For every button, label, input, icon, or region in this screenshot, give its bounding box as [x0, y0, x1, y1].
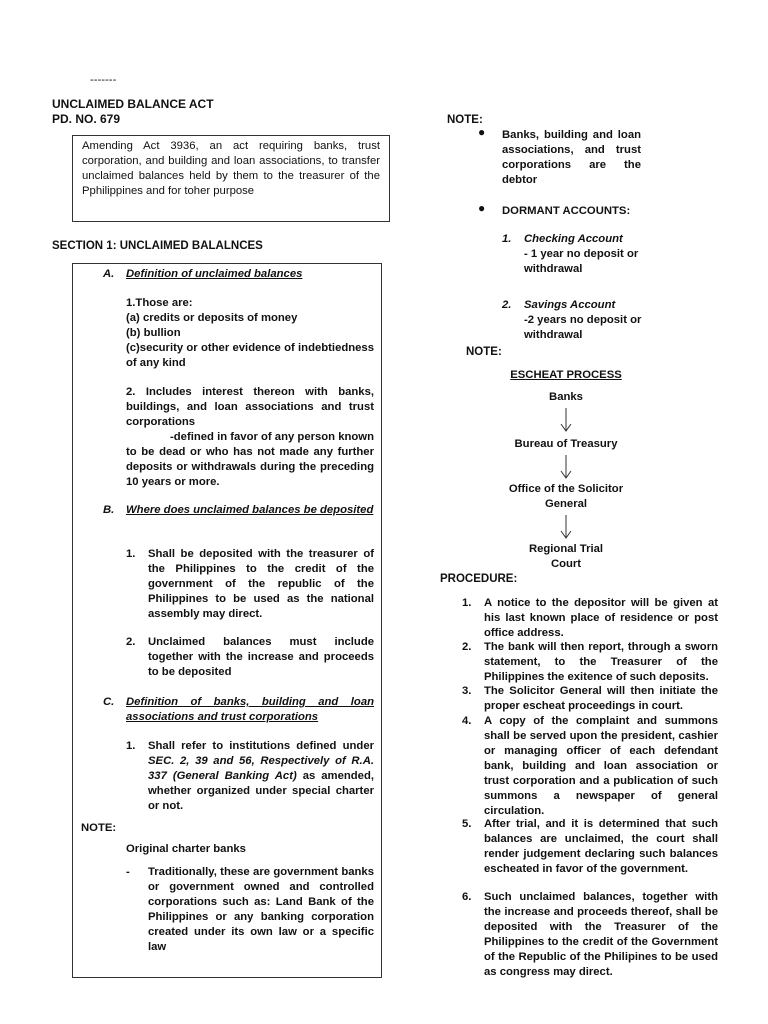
account1-detail: - 1 year no deposit or withdrawal	[524, 248, 639, 275]
section-a-heading: Definition of unclaimed balances	[126, 268, 303, 280]
right-note-label: NOTE:	[447, 114, 483, 126]
flow-regional-trial-court: Regional Trial Court	[528, 543, 604, 570]
section-a-letter: A.	[103, 268, 115, 280]
account2-detail: -2 years no deposit or withdrawal	[524, 314, 642, 341]
down-arrow-icon	[560, 455, 572, 479]
down-arrow-icon	[560, 515, 572, 539]
bullet-icon: ●	[478, 125, 486, 139]
section1-box	[72, 263, 382, 978]
those-are: 1.Those are:	[126, 297, 193, 309]
section-b-heading: Where does unclaimed balances be deposited	[126, 504, 374, 516]
flow-solicitor-general: Office of the Solicitor General	[508, 483, 624, 510]
item-b: (b) bullion	[126, 327, 181, 339]
section-c-heading: Definition of banks, building and loan associations and trust corporations	[126, 696, 374, 723]
procedure-item: 6. Such unclaimed balances, together with the increase and proceeds thereof, shall be deposited with the Treasurer of the Philippines to the credit of the Government of the Republic of the Philipines to be used as congress may direct.	[462, 891, 718, 978]
down-arrow-icon	[560, 408, 572, 432]
item-a: (a) credits or deposits of money	[126, 312, 298, 324]
doc-title: UNCLAIMED BALANCE ACT	[52, 97, 214, 111]
bullet-dash: -	[126, 866, 130, 878]
procedure-item: 4. A copy of the complaint and summons shall be served upon the president, cashier or managing officer of each defendant bank, building and loan association or trust corporation and a publication of such summons a newspaper of general circulation.	[462, 715, 718, 817]
procedure-item: 1. A notice to the depositor will be given at his last known place of residence or post office address.	[462, 597, 718, 639]
procedure-label: PROCEDURE:	[440, 573, 518, 585]
pd-number: PD. NO. 679	[52, 112, 121, 126]
charter-description: Traditionally, these are government banks or government owned and controlled corporations such as: Land Bank of the Philippines or any banking corporation created under its own law or a specific law	[148, 866, 374, 953]
account1-name: Checking Account	[524, 233, 623, 245]
summary-box	[72, 135, 390, 222]
dormant-label: DORMANT ACCOUNTS:	[502, 205, 631, 217]
bullet-icon: ●	[478, 201, 486, 215]
account1-num: 1.	[502, 233, 512, 245]
account2-name: Savings Account	[524, 299, 616, 311]
item-2-definition: -defined in favor of any person known to be dead or who has not made any further deposits or withdrawals during the preceding 10 years or more.	[126, 431, 374, 488]
procedure-item: 5. After trial, and it is determined that such balances are unclaimed, the court shall render judgement declaring such balances escheated in favor of the government.	[462, 818, 718, 875]
procedure-item: 3. The Solicitor General will then initiate the proper escheat proceedings in court.	[462, 685, 718, 712]
debtor-text: Banks, building and loan associations, and trust corporations are the debtor	[502, 129, 641, 186]
c-item1-num: 1.	[126, 740, 136, 752]
section1-title: SECTION 1: UNCLAIMED BALALNCES	[52, 240, 263, 252]
dashes: -------	[90, 74, 117, 86]
b-item1-text: Shall be deposited with the treasurer of the Philippines to the credit of the government of the republic of the Philippines to be used as the national assembly may direct.	[148, 548, 374, 620]
section-c-letter: C.	[103, 696, 115, 708]
item-2: 2. Includes interest thereon with banks, buildings, and loan associations and trust corporations	[126, 386, 374, 428]
original-charter: Original charter banks	[126, 843, 246, 855]
procedure-item: 2. The bank will then report, through a sworn statement, to the Treasurer of the Philippines the exitence of such deposits.	[462, 641, 718, 683]
item-c: (c)security or other evidence of indebtiedness of any kind	[126, 342, 374, 369]
b-item1-num: 1.	[126, 548, 136, 560]
c-item1-text: Shall refer to institutions defined under SEC. 2, 39 and 56, Respectively of R.A. 337 (General Banking Act) as amended, whether organized under special charter or not.	[148, 740, 374, 812]
b-item2-text: Unclaimed balances must include together with the increase and proceeds to be deposited	[148, 636, 374, 678]
escheat-title: ESCHEAT PROCESS	[510, 369, 622, 381]
summary-text: Amending Act 3936, an act requiring banks, trust corporation, and building and loan associations, to transfer unclaimed balances held by them to the treasurer of the Pphilippines and for toher purpose	[82, 140, 380, 197]
note-label: NOTE:	[81, 822, 117, 834]
right-note2-label: NOTE:	[466, 346, 502, 358]
flow-banks: Banks	[549, 391, 583, 403]
section-b-letter: B.	[103, 504, 115, 516]
b-item2-num: 2.	[126, 636, 136, 648]
flow-bureau-of-treasury: Bureau of Treasury	[514, 438, 618, 450]
account2-num: 2.	[502, 299, 512, 311]
